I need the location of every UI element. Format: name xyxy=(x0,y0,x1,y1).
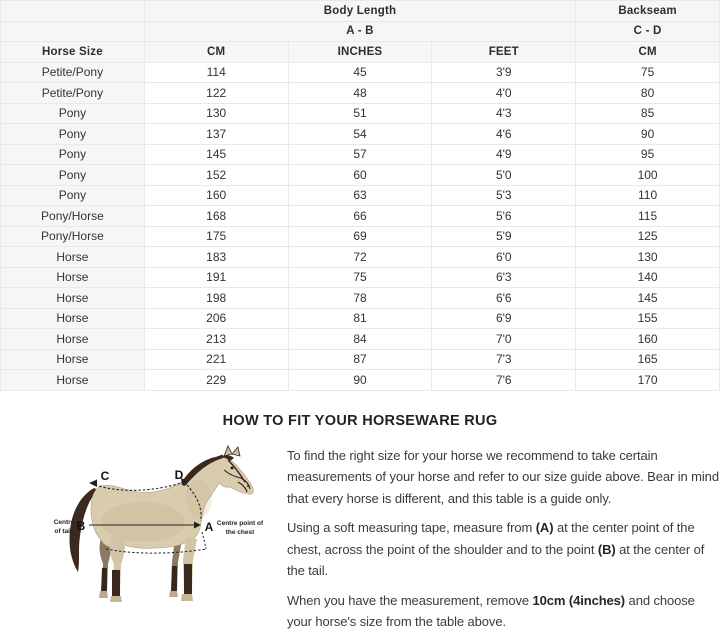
fit-paragraph-1 xyxy=(287,445,719,510)
horse-ear-right xyxy=(232,447,240,456)
horse-far-front-hoof xyxy=(169,591,178,597)
cell-inches: 75 xyxy=(288,267,432,288)
cell-cm: 229 xyxy=(144,370,288,391)
remove-measurement-bold: 10cm (4inches) xyxy=(532,592,626,608)
cell-size: Horse xyxy=(1,267,145,288)
cell-feet: 4'6 xyxy=(432,124,576,145)
cell-backseam-cm: 80 xyxy=(576,83,720,104)
cell-cm: 213 xyxy=(144,329,288,350)
table-row xyxy=(1,185,720,206)
size-table-body xyxy=(1,62,720,390)
centre-of-tail-label-line1: Centre xyxy=(53,518,75,526)
header-blank-cell xyxy=(1,1,145,22)
table-row xyxy=(1,144,720,165)
cell-cm: 160 xyxy=(144,185,288,206)
cell-feet: 4'0 xyxy=(432,83,576,104)
cell-cm: 221 xyxy=(144,349,288,370)
cell-backseam-cm: 100 xyxy=(576,165,720,186)
cell-backseam-cm: 145 xyxy=(576,288,720,309)
horse-far-hind-leg-lower xyxy=(101,568,107,593)
cell-feet: 7'6 xyxy=(432,370,576,391)
size-chart-header xyxy=(1,1,720,63)
fit-guide-section xyxy=(0,413,720,641)
table-row xyxy=(1,349,720,370)
cell-cm: 130 xyxy=(144,103,288,124)
cell-backseam-cm: 90 xyxy=(576,124,720,145)
cell-size: Horse xyxy=(1,308,145,329)
horse-far-hind-hoof xyxy=(99,591,108,598)
diagram-label-b: B xyxy=(76,518,86,533)
cell-feet: 4'9 xyxy=(432,144,576,165)
cell-size: Petite/Pony xyxy=(1,83,145,104)
diagram-label-c: C xyxy=(100,468,110,483)
table-row xyxy=(1,267,720,288)
cell-inches: 84 xyxy=(288,329,432,350)
cell-inches: 69 xyxy=(288,226,432,247)
arrow-at-c xyxy=(89,479,97,487)
centre-point-of-chest-label-line2: the chest xyxy=(225,528,255,536)
cell-cm: 152 xyxy=(144,165,288,186)
table-row xyxy=(1,83,720,104)
cell-inches: 78 xyxy=(288,288,432,309)
horse-near-front-hoof xyxy=(181,594,193,601)
table-row xyxy=(1,247,720,268)
cell-feet: 7'0 xyxy=(432,329,576,350)
cell-inches: 66 xyxy=(288,206,432,227)
centre-point-of-chest-label-line1: Centre point of xyxy=(216,519,263,527)
diagram-label-d: D xyxy=(174,467,184,482)
cell-feet: 5'3 xyxy=(432,185,576,206)
centre-of-tail-label-line2: of tail. xyxy=(54,527,74,535)
fit-paragraph-3 xyxy=(287,590,719,633)
cell-inches: 72 xyxy=(288,247,432,268)
cell-size: Horse xyxy=(1,349,145,370)
cell-cm: 114 xyxy=(144,62,288,83)
cell-feet: 6'0 xyxy=(432,247,576,268)
cell-size: Horse xyxy=(1,370,145,391)
table-row xyxy=(1,226,720,247)
header-blank-cell xyxy=(1,21,145,42)
cell-inches: 87 xyxy=(288,349,432,370)
cell-inches: 51 xyxy=(288,103,432,124)
header-feet: FEET xyxy=(432,42,576,63)
cell-backseam-cm: 140 xyxy=(576,267,720,288)
header-cm: CM xyxy=(144,42,288,63)
header-body-length: Body Length xyxy=(144,1,575,22)
cell-feet: 5'9 xyxy=(432,226,576,247)
cell-size: Pony/Horse xyxy=(1,226,145,247)
fit-guide-content xyxy=(0,444,720,641)
fit-paragraph-2 xyxy=(287,517,719,582)
table-row xyxy=(1,165,720,186)
cell-backseam-cm: 165 xyxy=(576,349,720,370)
fit-paragraph-2-text: at the center point of the chest, across the point of the shoulder and to the point xyxy=(287,520,695,557)
cell-size: Pony xyxy=(1,144,145,165)
cell-backseam-cm: 115 xyxy=(576,206,720,227)
diagram-label-a: A xyxy=(204,519,214,534)
cell-feet: 3'9 xyxy=(432,62,576,83)
header-inches: INCHES xyxy=(288,42,432,63)
table-row xyxy=(1,206,720,227)
cell-cm: 183 xyxy=(144,247,288,268)
table-row xyxy=(1,370,720,391)
horse-near-hind-hoof xyxy=(110,596,122,602)
fit-paragraph-3-text: When you have the measurement, remove xyxy=(287,592,533,608)
header-row-units xyxy=(1,42,720,63)
cell-size: Petite/Pony xyxy=(1,62,145,83)
cell-backseam-cm: 130 xyxy=(576,247,720,268)
cell-feet: 5'6 xyxy=(432,206,576,227)
header-c-d: C - D xyxy=(576,21,720,42)
cell-inches: 48 xyxy=(288,83,432,104)
cell-backseam-cm: 155 xyxy=(576,308,720,329)
table-row xyxy=(1,124,720,145)
header-row-points xyxy=(1,21,720,42)
cell-backseam-cm: 110 xyxy=(576,185,720,206)
fit-guide-paragraphs xyxy=(287,444,719,641)
cell-size: Pony xyxy=(1,103,145,124)
cell-backseam-cm: 160 xyxy=(576,329,720,350)
below-a-dotted-line xyxy=(202,532,206,549)
cell-size: Horse xyxy=(1,247,145,268)
cell-cm: 145 xyxy=(144,144,288,165)
table-row xyxy=(1,103,720,124)
horse-ear-left xyxy=(224,446,232,456)
cell-backseam-cm: 75 xyxy=(576,62,720,83)
cell-feet: 4'3 xyxy=(432,103,576,124)
cell-feet: 7'3 xyxy=(432,349,576,370)
horse-body-shading xyxy=(101,502,185,542)
horse-eye xyxy=(231,466,234,469)
cell-feet: 6'6 xyxy=(432,288,576,309)
cell-inches: 60 xyxy=(288,165,432,186)
cell-inches: 90 xyxy=(288,370,432,391)
table-row xyxy=(1,329,720,350)
fit-paragraph-3-text: and choose your horse's size from the table above. xyxy=(287,592,695,629)
fit-paragraph-2-text: at the center of the tail. xyxy=(287,541,705,578)
cell-inches: 81 xyxy=(288,308,432,329)
cell-cm: 191 xyxy=(144,267,288,288)
header-backseam: Backseam xyxy=(576,1,720,22)
cell-size: Pony xyxy=(1,124,145,145)
cell-size: Pony/Horse xyxy=(1,206,145,227)
header-horse-size: Horse Size xyxy=(1,42,145,63)
cell-feet: 6'3 xyxy=(432,267,576,288)
fit-paragraph-1-text: To find the right size for your horse we recommend to take certain measurements of your horse and refer to our size guide above. Bear in mind that every horse is different, and this table is a guide only. xyxy=(287,447,719,506)
header-backseam-cm: CM xyxy=(576,42,720,63)
cell-cm: 175 xyxy=(144,226,288,247)
cell-cm: 168 xyxy=(144,206,288,227)
cell-inches: 57 xyxy=(288,144,432,165)
cell-inches: 63 xyxy=(288,185,432,206)
cell-feet: 6'9 xyxy=(432,308,576,329)
cell-backseam-cm: 95 xyxy=(576,144,720,165)
horse-far-front-leg-lower xyxy=(171,566,177,593)
header-row-groups xyxy=(1,1,720,22)
cell-size: Horse xyxy=(1,288,145,309)
horse-near-front-leg-lower xyxy=(184,564,192,594)
point-a-bold: (A) xyxy=(535,520,554,535)
point-b-bold: (B) xyxy=(597,541,616,557)
cell-cm: 206 xyxy=(144,308,288,329)
cell-inches: 54 xyxy=(288,124,432,145)
table-row xyxy=(1,288,720,309)
horse-neck-shading xyxy=(186,480,212,518)
horse-near-hind-leg-lower xyxy=(112,570,120,597)
cell-backseam-cm: 125 xyxy=(576,226,720,247)
cell-cm: 122 xyxy=(144,83,288,104)
fit-paragraph-2-text: Using a soft measuring tape, measure from xyxy=(287,520,536,535)
cell-size: Pony xyxy=(1,185,145,206)
cell-size: Pony xyxy=(1,165,145,186)
cell-cm: 137 xyxy=(144,124,288,145)
cell-backseam-cm: 170 xyxy=(576,370,720,391)
table-row xyxy=(1,62,720,83)
cell-size: Horse xyxy=(1,329,145,350)
cell-backseam-cm: 85 xyxy=(576,103,720,124)
cell-inches: 45 xyxy=(288,62,432,83)
header-a-b: A - B xyxy=(144,21,575,42)
cell-feet: 5'0 xyxy=(432,165,576,186)
horse-measurement-diagram xyxy=(48,444,263,606)
table-row xyxy=(1,308,720,329)
fit-guide-title: HOW TO FIT YOUR HORSEWARE RUG xyxy=(222,412,498,429)
cell-cm: 198 xyxy=(144,288,288,309)
